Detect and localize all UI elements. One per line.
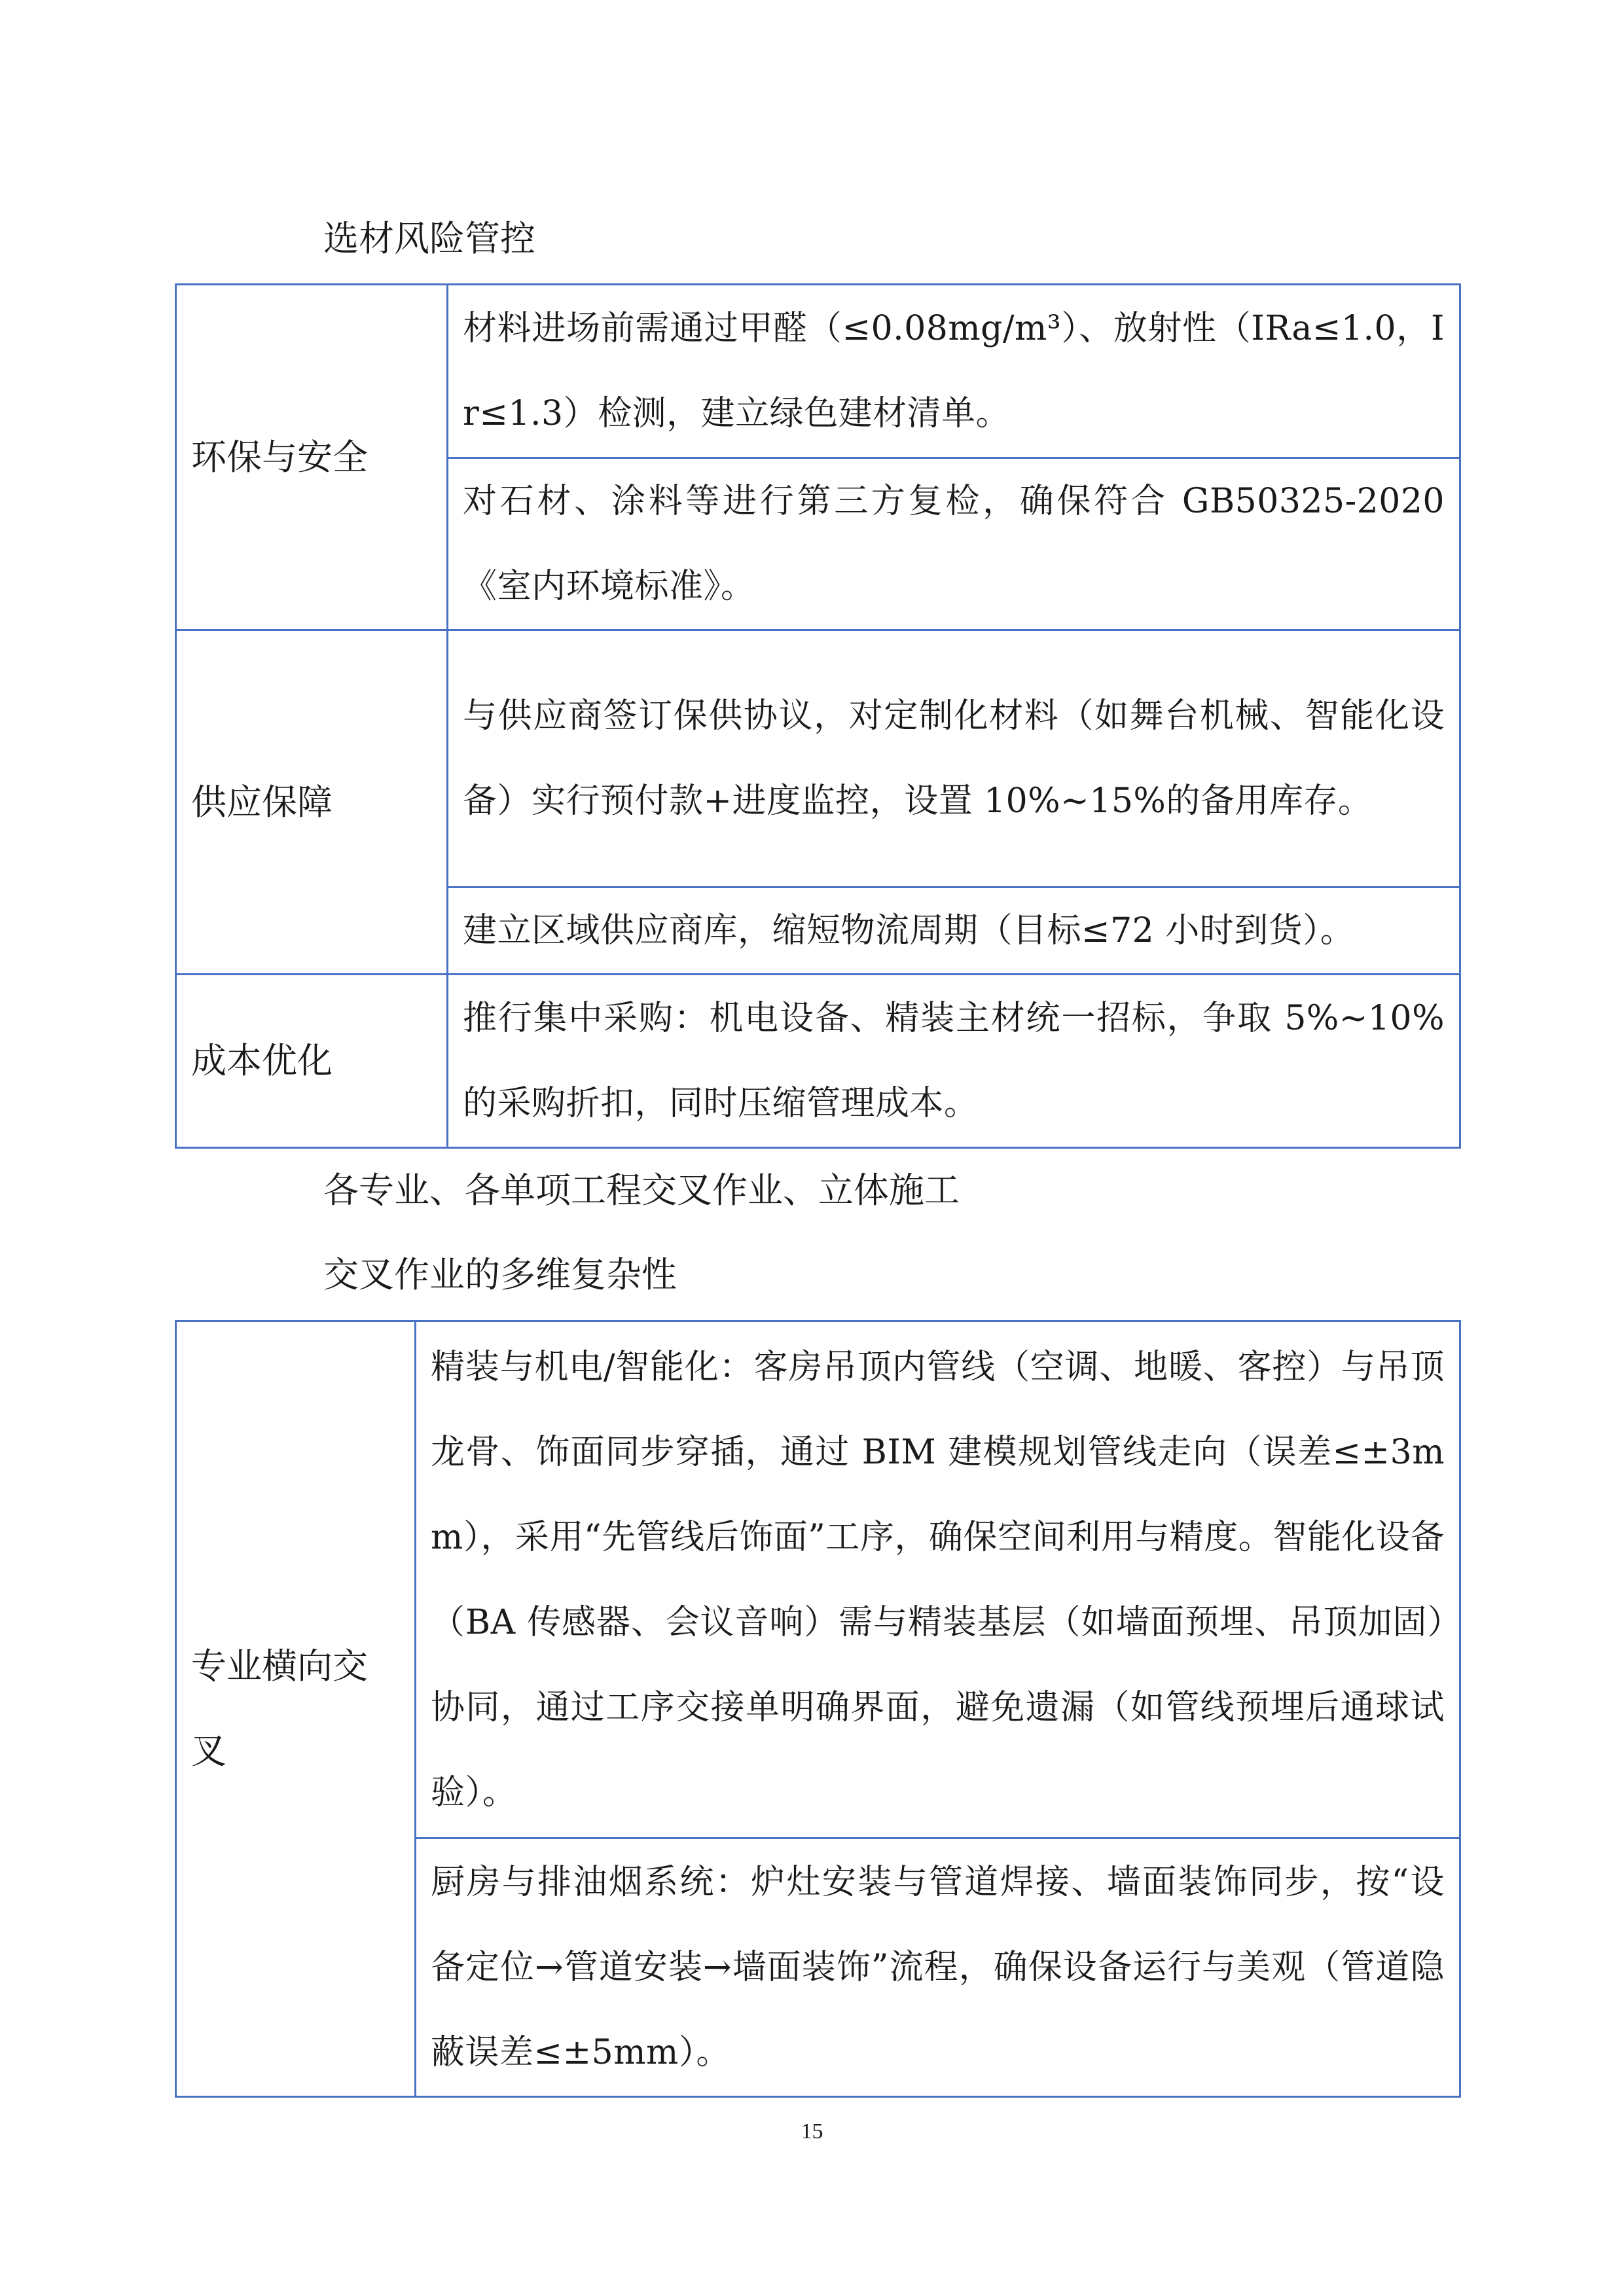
material-risk-table <box>175 283 1461 1149</box>
page-number: 15 <box>801 2119 823 2144</box>
subheading-complexity: 交叉作业的多维复杂性 <box>323 1254 677 1295</box>
row-label-horizontal-cross: 专业横向交叉 <box>176 1321 416 2097</box>
row-label-supply-guarantee: 供应保障 <box>176 630 448 975</box>
table-row <box>176 285 1460 458</box>
table-cell: 推行集中采购：机电设备、精装主材统一招标，争取 5%~10%的采购折扣，同时压缩管理成本。 <box>448 975 1460 1148</box>
table-cell: 厨房与排油烟系统：炉灶安装与管道焊接、墙面装饰同步，按“设备定位→管道安装→墙面装饰”流程，确保设备运行与美观（管道隐蔽误差≤±5mm）。 <box>416 1839 1460 2097</box>
cross-work-table <box>175 1320 1461 2098</box>
table-cell: 建立区域供应商库，缩短物流周期（目标≤72 小时到货）。 <box>448 888 1460 975</box>
table-cell: 对石材、涂料等进行第三方复检，确保符合 GB50325-2020《室内环境标准》。 <box>448 458 1460 630</box>
row-label-environment-safety: 环保与安全 <box>176 285 448 630</box>
subheading-cross-work: 各专业、各单项工程交叉作业、立体施工 <box>323 1170 960 1211</box>
table-cell: 材料进场前需通过甲醛（≤0.08mg/m³）、放射性（IRa≤1.0，Ir≤1.3）检测，建立绿色建材清单。 <box>448 285 1460 458</box>
table-row <box>176 630 1460 888</box>
table-row <box>176 1321 1460 1839</box>
section-title: 选材风险管控 <box>323 218 535 259</box>
table-cell: 与供应商签订保供协议，对定制化材料（如舞台机械、智能化设备）实行预付款+进度监控，设置 10%~15%的备用库存。 <box>448 630 1460 888</box>
table-row <box>176 975 1460 1148</box>
table-cell: 精装与机电/智能化：客房吊顶内管线（空调、地暖、客控）与吊顶龙骨、饰面同步穿插，通过 BIM 建模规划管线走向（误差≤±3mm），采用“先管线后饰面”工序，确保空间利用与精度。智能化设备（BA 传感器、会议音响）需与精装基层（如墙面预埋、吊顶加固）协同，通过工序交接单明确界面，避免遗漏（如管线预埋后通球试验）。 <box>416 1321 1460 1839</box>
row-label-cost-optimization: 成本优化 <box>176 975 448 1148</box>
